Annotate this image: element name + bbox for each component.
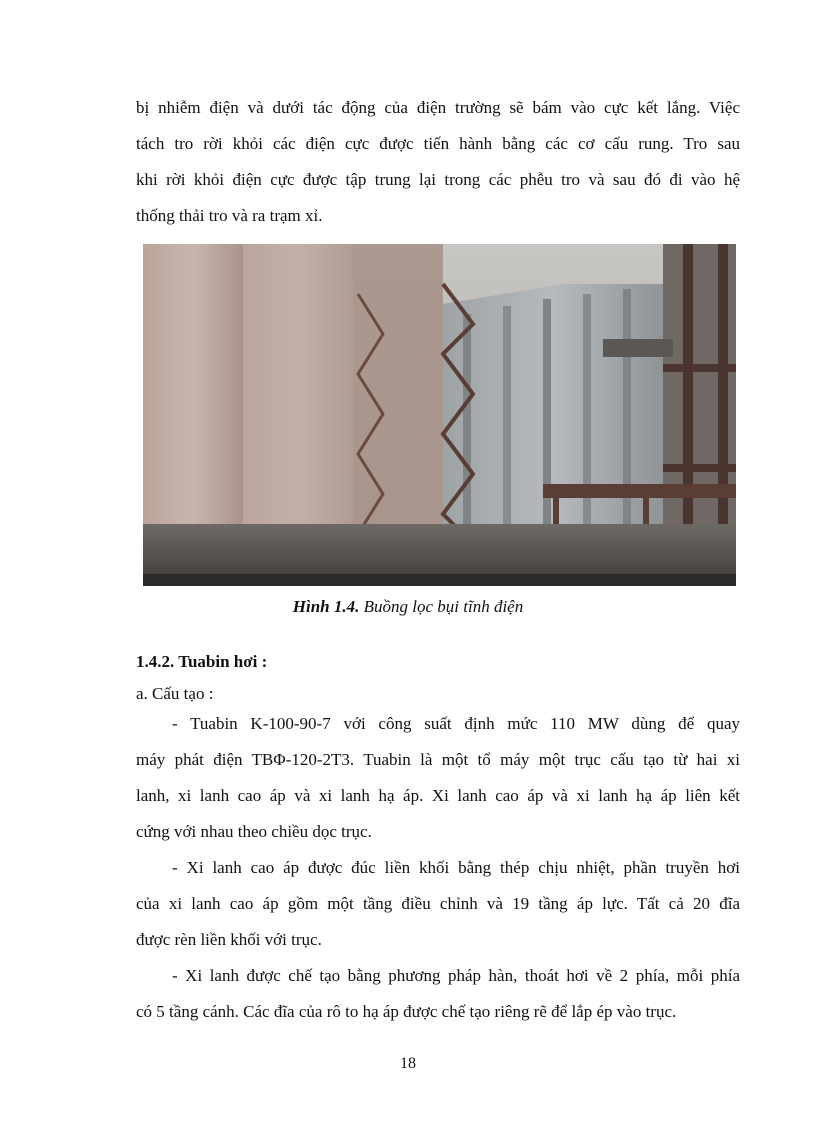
- text-line: - Xi lanh cao áp được đúc liền khối bằng thép chịu nhiệt, phần truyền hơi: [172, 858, 740, 877]
- figure-caption-text: Buồng lọc bụi tĩnh điện: [359, 597, 524, 616]
- text-line: có 5 tầng cánh. Các đĩa của rô to hạ áp được chế tạo riêng rẽ để lắp ép vào trục.: [136, 1002, 677, 1021]
- page-number: 18: [400, 1055, 416, 1072]
- text-line: tách tro rời khỏi các điện cực được tiến hành bằng các cơ cấu rung. Tro sau: [136, 134, 740, 153]
- figure-photo-electrostatic-precipitator: [143, 244, 736, 586]
- text-line: khi rời khỏi điện cực được tập trung lại trong các phễu tro và sau đó đi vào hệ: [136, 170, 740, 189]
- text-line: bị nhiễm điện và dưới tác động của điện trường sẽ bám vào cực kết lắng. Việc: [136, 98, 740, 117]
- text-line: lanh, xi lanh cao áp và xi lanh hạ áp. Xi lanh cao áp và xi lanh hạ áp liên kết: [136, 786, 740, 805]
- text-line: cứng với nhau theo chiều dọc trục.: [136, 822, 372, 841]
- text-line: - Tuabin K-100-90-7 với công suất định mức 110 MW dùng để quay: [172, 714, 740, 733]
- precipitator-photo-illustration: [143, 244, 736, 586]
- text-line: của xi lanh cao áp gồm một tầng điều chỉnh và 19 tầng áp lực. Tất cả 20 đĩa: [136, 894, 740, 913]
- figure-label: Hình 1.4.: [292, 597, 360, 616]
- text-line: máy phát điện TBΦ-120-2T3. Tuabin là một tổ máy một trục cấu tạo từ hai xi: [136, 750, 740, 769]
- body-text: [136, 706, 740, 1030]
- text-line: - Xi lanh được chế tạo bằng phương pháp hàn, thoát hơi về 2 phía, mỗi phía: [172, 966, 740, 985]
- section-heading: 1.4.2. Tuabin hơi :: [136, 652, 268, 671]
- intro-paragraph: [136, 90, 740, 234]
- sub-heading: a. Cấu tạo :: [136, 684, 214, 703]
- text-line: được rèn liền khối với trục.: [136, 930, 322, 949]
- text-line: thống thải tro và ra trạm xỉ.: [136, 206, 323, 225]
- figure-caption: [136, 593, 680, 621]
